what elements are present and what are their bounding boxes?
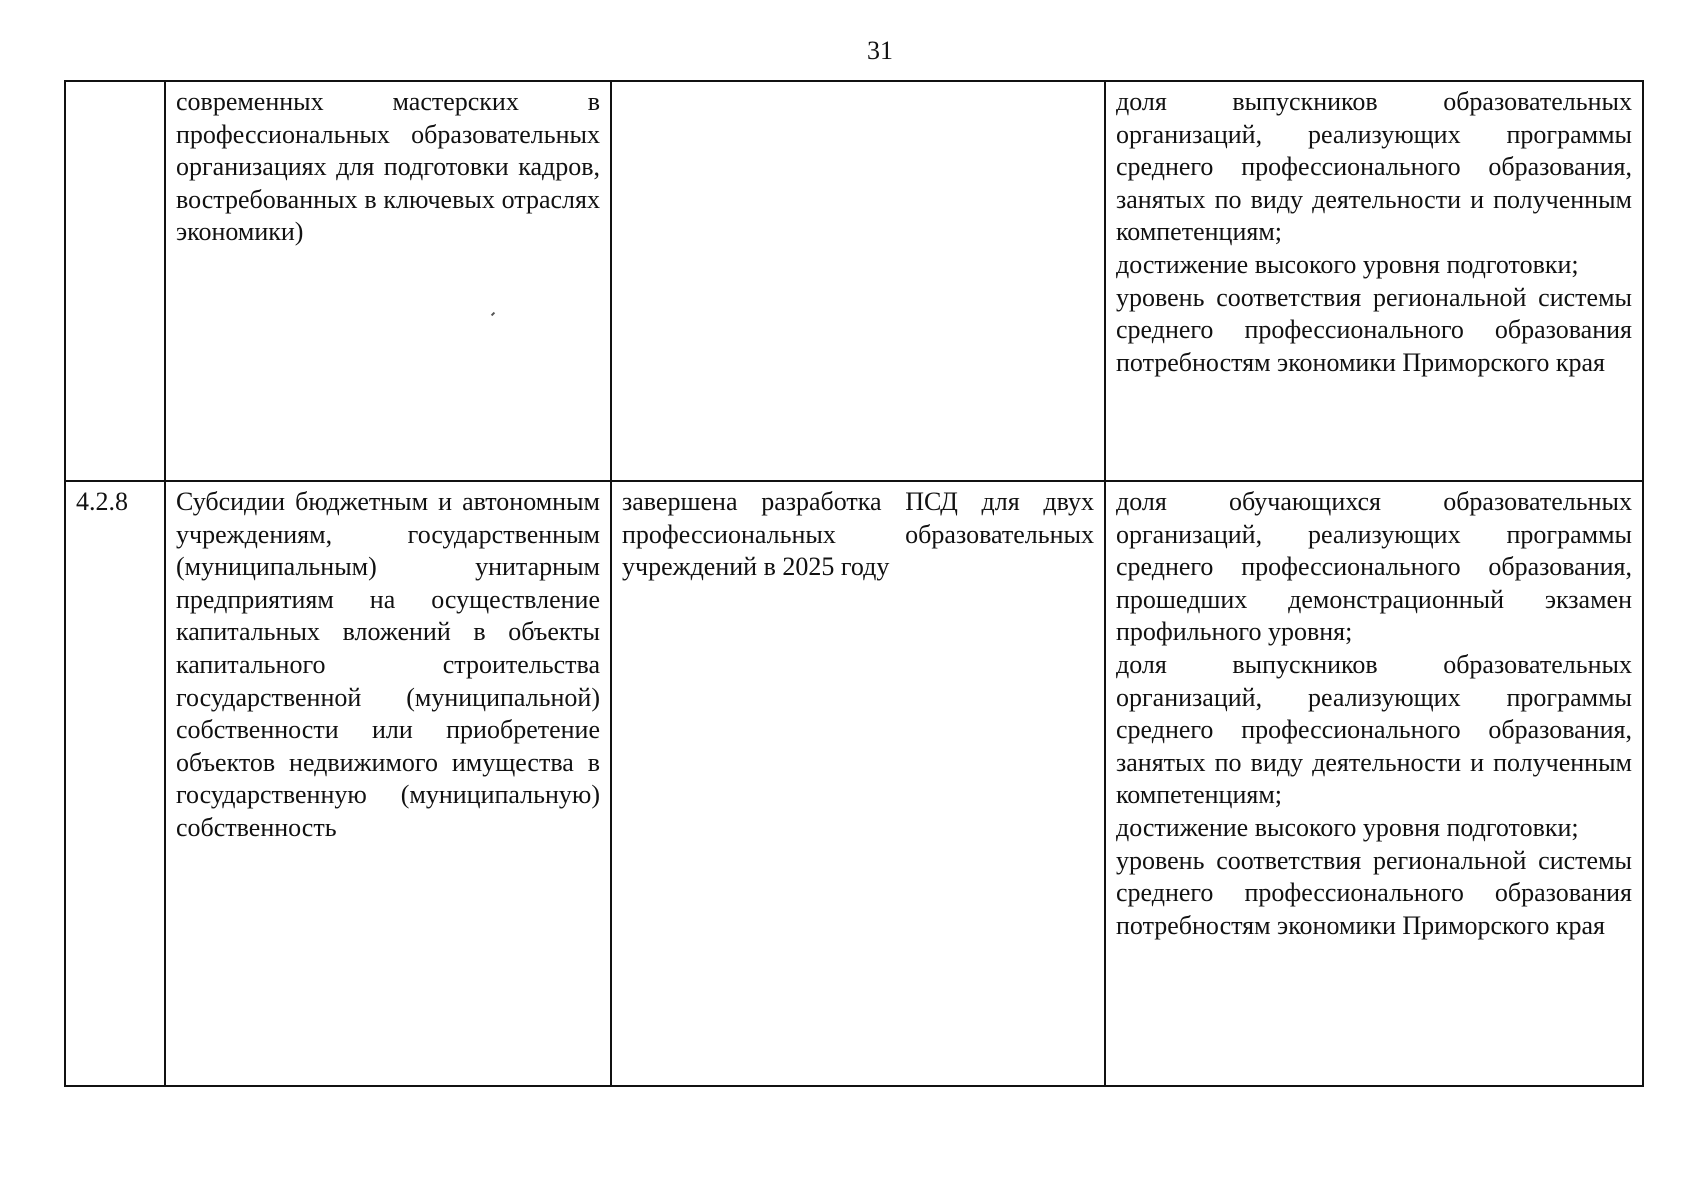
indicators-cell: доля обучающихся образовательных организаций, реализующих программы среднего профессионального образования, прошедших демонстрационный экзамен профильного уровня; доля выпускников образовательных организаций, реализующих программы среднего профессионального образования, занятых по виду деятельности и полученным компетенциям; достижение высокого уровня подготовки; уровень соответствия региональной системы среднего профессионального образования потребностям экономики Приморского края xyxy=(1105,481,1643,1086)
page-number: 31 xyxy=(867,36,893,65)
activity-name-cell: современных мастерских в профессиональных образовательных организациях для подготовки кадров, востребованных в ключевых отраслях экономики) xyxy=(165,81,611,481)
indicators-cell: доля выпускников образовательных организаций, реализующих программы среднего профессионального образования, занятых по виду деятельности и полученным компетенциям; достижение высокого уровня подготовки; уровень соответствия региональной системы среднего профессионального образования потребностям экономики Приморского края xyxy=(1105,81,1643,481)
expected-result-cell xyxy=(611,81,1105,481)
table-row xyxy=(65,481,1643,1086)
table-row xyxy=(65,81,1643,481)
row-number-cell: 4.2.8 xyxy=(65,481,165,1086)
activity-name-cell: Субсидии бюджетным и автономным учреждениям, государственным (муниципальным) унитарным предприятиям на осуществление капитальных вложений в объекты капитального строительства государственной (муниципальной) собственности или приобретение объектов недвижимого имущества в государственную (муниципальную) собственность xyxy=(165,481,611,1086)
row-number-cell xyxy=(65,81,165,481)
program-activities-table xyxy=(64,80,1644,1087)
expected-result-cell: завершена разработка ПСД для двух профессиональных образовательных учреждений в 2025 году xyxy=(611,481,1105,1086)
